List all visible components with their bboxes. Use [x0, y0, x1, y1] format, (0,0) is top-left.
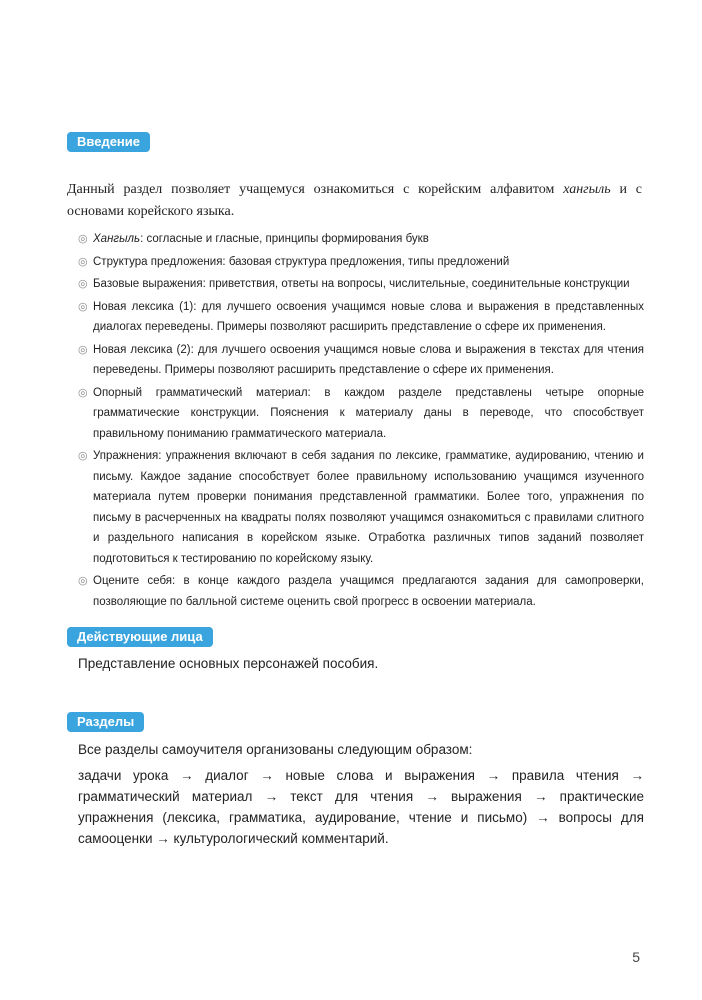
bullet-circle-icon: ◎ — [78, 386, 88, 399]
list-item — [78, 274, 644, 295]
list-item — [78, 340, 644, 381]
bullet-text: Опорный грамматический материал: в каждом разделе представлены четыре опорные грамматические конструкции. Пояснения к материалу даны в переводе, что способствует правильному пониманию грамматического материала. — [93, 386, 644, 440]
bullet-circle-icon: ◎ — [78, 278, 88, 290]
section-label-characters: Действующие лица — [67, 627, 213, 647]
bullet-text: Новая лексика (1): для лучшего освоения учащимся новые слова и выражения в представленных диалогах переведены. Примеры позволяют расширить представление о сфере их применения. — [93, 300, 644, 333]
intro-text-before: Данный раздел позволяет учащемуся ознакомиться с корейским алфавитом — [67, 182, 564, 197]
list-item — [78, 571, 644, 612]
bullet-text: Базовые выражения: приветствия, ответы на вопросы, числительные, соединительные конструкции — [93, 278, 630, 290]
bullet-circle-icon: ◎ — [78, 450, 88, 462]
bullet-text: : согласные и гласные, принципы формирования букв — [140, 233, 429, 245]
intro-term-hangul: хангыль — [563, 182, 611, 197]
list-item — [78, 252, 644, 273]
bullet-text: Упражнения: упражнения включают в себя задания по лексике, грамматике, аудированию, чтению и письму. Каждое задание способствует более правильному использованию учащимся изученного материала путем проверки понимания представленной грамматики. Более того, упражнения по письму в расчерченных на квадраты полях позволяют учащимся ознакомиться с правилами слитного и раздельного написания в корейском языке. Отработка различных типов заданий позволяет подготовиться к тестированию по корейскому языку. — [93, 450, 644, 565]
characters-text: Представление основных персонажей пособия. — [78, 656, 379, 671]
intro-paragraph — [67, 179, 642, 223]
list-item — [78, 383, 644, 445]
bullet-term: Хангыль — [93, 233, 141, 245]
chapters-sequence-text: задачи урока → диалог → новые слова и выражения → правила чтения → грамматический материал → текст для чтения → выражения → практические упражнения (лексика, грамматика, аудирование, чтение и письмо) → вопросы для самооценки → культурологический комментарий. — [78, 768, 644, 846]
bullet-text: Структура предложения: базовая структура предложения, типы предложений — [93, 255, 510, 268]
list-item — [78, 297, 644, 338]
bullet-circle-icon: ◎ — [78, 300, 88, 313]
list-item — [78, 229, 644, 250]
bullet-text: Оцените себя: в конце каждого раздела учащимся предлагаются задания для самопроверки, позволяющие по балльной системе оценить свой прогресс в освоении материала. — [93, 575, 644, 608]
page-number: 5 — [632, 949, 640, 965]
bullet-circle-icon: ◎ — [78, 575, 88, 587]
list-item — [78, 446, 644, 569]
intro-text-after: и с основами корейского языка. — [67, 182, 642, 219]
section-label-intro: Введение — [67, 132, 150, 152]
bullet-circle-icon: ◎ — [78, 233, 88, 245]
chapters-intro-text: Все разделы самоучителя организованы следующим образом: — [78, 742, 473, 757]
bullet-text: Новая лексика (2): для лучшего освоения учащимся новые слова и выражения в текстах для чтения переведены. Примеры позволяют расширить представление о сфере их применения. — [93, 343, 644, 376]
bullet-circle-icon: ◎ — [78, 343, 88, 356]
features-list — [78, 229, 644, 614]
bullet-circle-icon: ◎ — [78, 255, 88, 268]
section-label-chapters: Разделы — [67, 712, 144, 732]
